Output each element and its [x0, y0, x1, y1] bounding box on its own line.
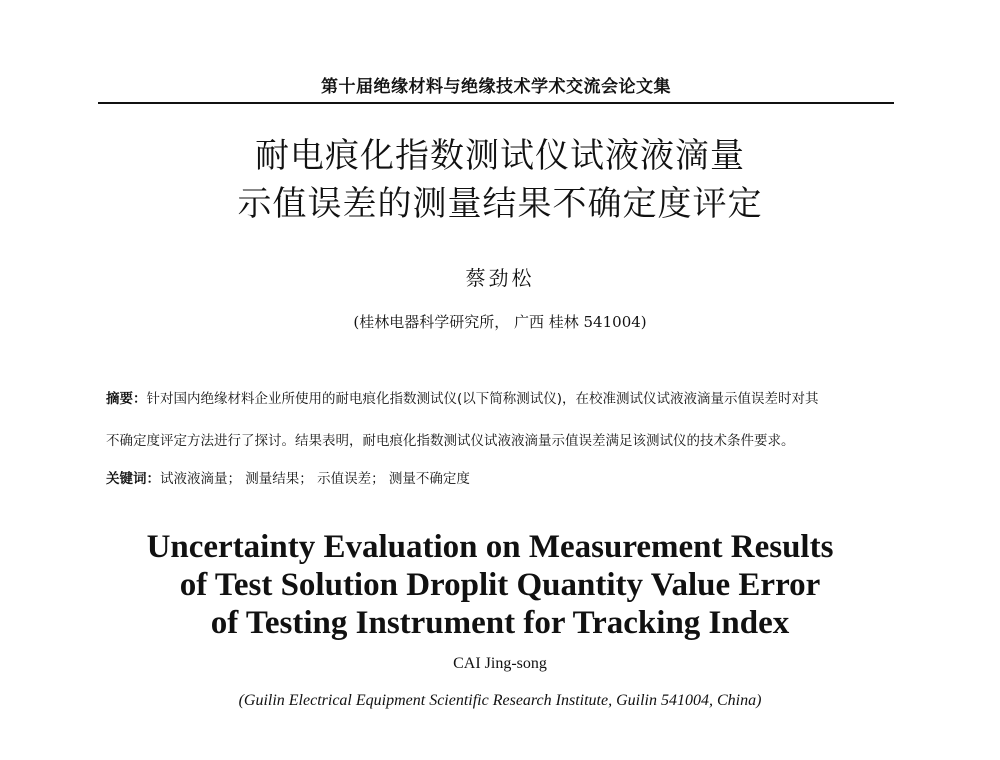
chinese-affiliation: (桂林电器科学研究所， 广西 桂林 541004) [353, 313, 647, 331]
english-title-line-1: Uncertainty Evaluation on Measurement Results [146, 529, 834, 565]
english-author: CAI Jing-song [453, 655, 547, 672]
keywords [106, 467, 896, 487]
english-title-line-3: of Testing Instrument for Tracking Index [210, 605, 790, 641]
keywords-label: 关键词： [106, 471, 160, 487]
abstract-text-1: 针对国内绝缘材料企业所使用的耐电痕化指数测试仪(以下简称测试仪)，在校准测试仪试液液滴量示值误差时对其 [146, 391, 819, 407]
abstract-line-2: 不确定度评定方法进行了探讨。结果表明，耐电痕化指数测试仪试液液滴量示值误差满足该测试仪的技术条件要求。 [106, 433, 795, 449]
abstract-label: 摘要： [106, 391, 147, 407]
chinese-author: 蔡劲松 [465, 266, 535, 290]
english-affiliation: (Guilin Electrical Equipment Scientific Research Institute, Guilin 541004, China) [238, 692, 762, 709]
chinese-title-line-2: 示值误差的测量结果不确定度评定 [237, 184, 763, 224]
abstract-line-1 [106, 387, 896, 407]
english-title-line-2: of Test Solution Droplit Quantity Value Error [179, 567, 821, 603]
chinese-title-line-1: 耐电痕化指数测试仪试液液滴量 [255, 136, 745, 176]
proceedings-header: 第十届绝缘材料与绝缘技术学术交流会论文集 [98, 72, 894, 104]
keywords-text: 试液液滴量； 测量结果； 示值误差； 测量不确定度 [160, 471, 470, 487]
